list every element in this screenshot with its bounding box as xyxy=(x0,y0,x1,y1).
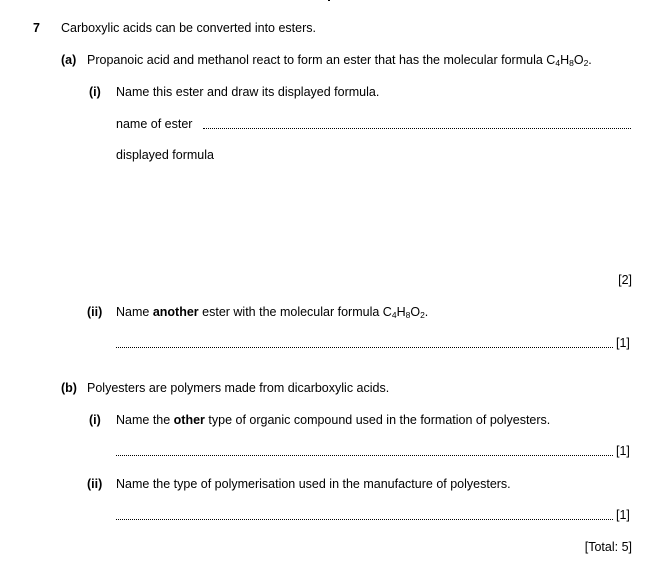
part-a-ii-marks: [1] xyxy=(616,336,630,350)
part-b-i-text: Name the other type of organic compound used in the formation of polyesters. xyxy=(116,413,551,427)
part-b-i-answer-line[interactable] xyxy=(116,455,613,456)
total-marks: [Total: 5] xyxy=(584,540,632,554)
part-b-ii-label: (ii) xyxy=(87,477,103,491)
part-b-i-emphasis: other xyxy=(173,413,205,427)
page-edge-mark xyxy=(328,0,330,1)
part-a-label: (a) xyxy=(61,53,77,67)
part-a-i-label: (i) xyxy=(89,85,101,99)
part-b-ii-answer-line[interactable] xyxy=(116,519,613,520)
ester-name-answer-line[interactable] xyxy=(203,128,631,129)
part-a-ii-text: Name another ester with the molecular formula $C_4H_8O_2$. xyxy=(116,305,429,320)
part-b-i-label: (i) xyxy=(89,413,101,427)
part-a-text-body: Propanoic acid and methanol react to form an ester that has the molecular formula xyxy=(87,53,543,67)
question-intro: Carboxylic acids can be converted into esters. xyxy=(61,21,316,35)
part-a-i-text: Name this ester and draw its displayed formula. xyxy=(116,85,380,99)
part-b-i-marks: [1] xyxy=(616,444,630,458)
part-a-ii-formula: $C_4H_8O_2$. xyxy=(382,305,429,320)
part-a-text xyxy=(87,53,592,67)
question-number: 7 xyxy=(33,21,40,35)
part-a-i-marks: [2] xyxy=(618,273,632,287)
displayed-formula-label: displayed formula xyxy=(116,148,214,162)
part-b-text: Polyesters are polymers made from dicarboxylic acids. xyxy=(87,381,390,395)
part-a-formula: $C_4H_8O_2$. xyxy=(546,53,592,68)
part-a-ii-emphasis: another xyxy=(152,305,199,319)
part-b-ii-text: Name the type of polymerisation used in the manufacture of polyesters. xyxy=(116,477,511,491)
part-b-ii-marks: [1] xyxy=(616,508,630,522)
part-a-ii-answer-line[interactable] xyxy=(116,347,613,348)
part-b-label: (b) xyxy=(61,381,77,395)
part-a-ii-label: (ii) xyxy=(87,305,103,319)
ester-name-label: name of ester xyxy=(116,117,193,131)
displayed-formula-drawing-area[interactable] xyxy=(116,166,631,266)
